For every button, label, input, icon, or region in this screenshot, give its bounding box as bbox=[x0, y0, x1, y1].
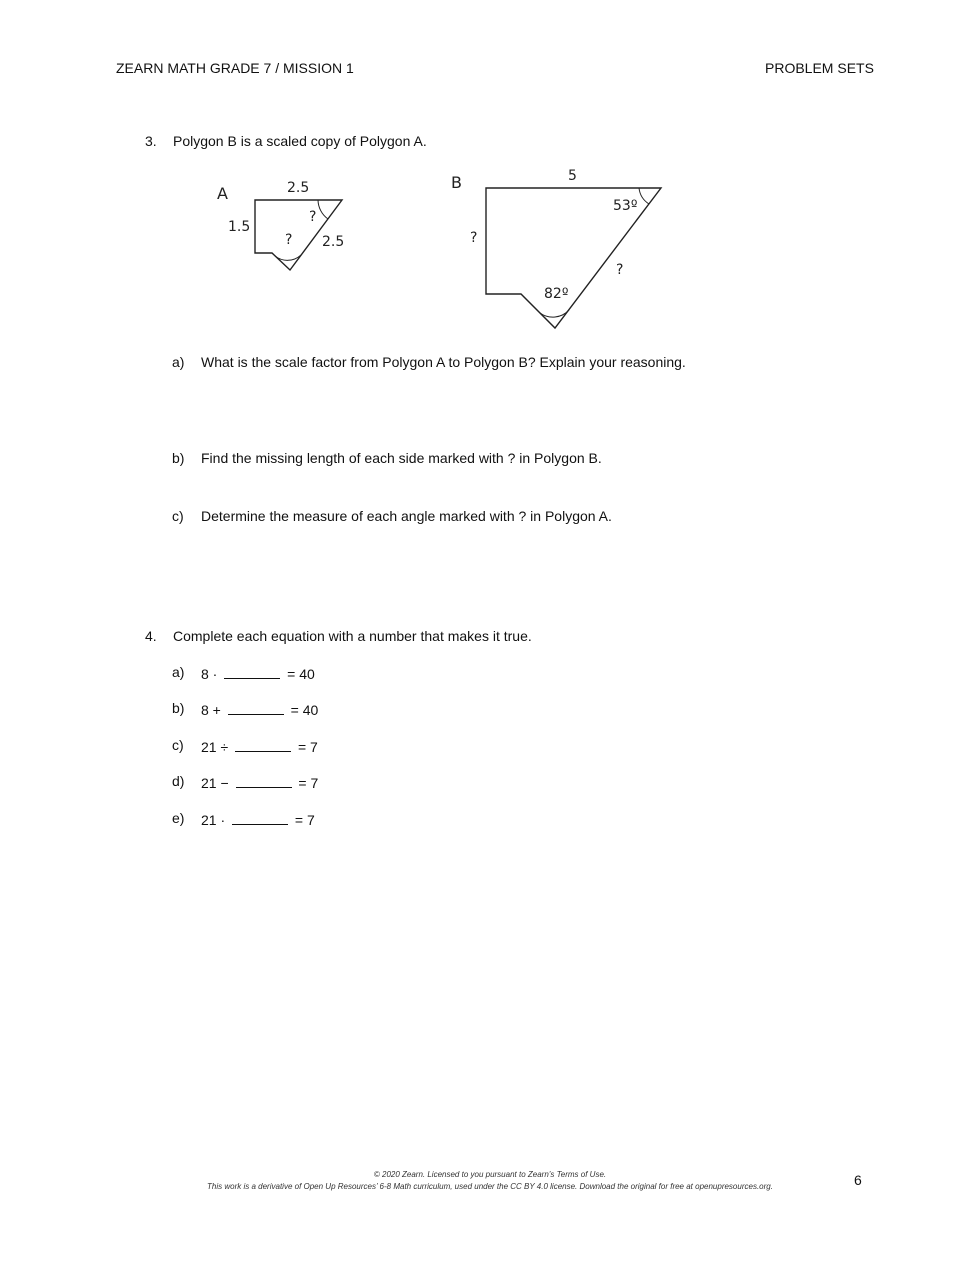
header-section: PROBLEM SETS bbox=[765, 60, 874, 76]
footer-license: © 2020 Zearn. Licensed to you pursuant to Zearn’s Terms of Use. bbox=[373, 1170, 607, 1179]
problem-3c-letter: c) bbox=[172, 508, 184, 524]
problem-4a-letter: a) bbox=[172, 664, 185, 680]
polygon-a-angle-bottom: ? bbox=[285, 232, 293, 248]
polygon-a-left-length: 1.5 bbox=[228, 219, 251, 235]
polygon-b-slant-length: ? bbox=[616, 262, 624, 278]
equation-d-right: = 7 bbox=[298, 775, 319, 791]
problem-3c-text: Determine the measure of each angle marked with ? in Polygon A. bbox=[201, 508, 612, 524]
problem-4e-letter: e) bbox=[172, 810, 185, 826]
equation-b bbox=[201, 700, 318, 718]
equation-c-right: = 7 bbox=[297, 739, 318, 755]
equation-b-right: = 40 bbox=[290, 702, 319, 718]
polygon-a-angle-top: ? bbox=[309, 209, 317, 225]
problem-4-number: 4. bbox=[145, 628, 157, 644]
problem-3-number: 3. bbox=[145, 133, 157, 149]
equation-c-answer-blank[interactable] bbox=[235, 737, 291, 752]
equation-e-right: = 7 bbox=[294, 812, 315, 828]
equation-e-left: 21 · bbox=[201, 812, 226, 828]
equation-b-left: 8 + bbox=[201, 702, 221, 718]
problem-3-prompt: Polygon B is a scaled copy of Polygon A. bbox=[173, 133, 427, 149]
polygon-a bbox=[217, 180, 344, 270]
polygon-b-angle-top-arc bbox=[639, 188, 649, 204]
equation-a-right: = 40 bbox=[287, 666, 315, 682]
problem-3b-letter: b) bbox=[172, 450, 185, 466]
polygon-b-left-length: ? bbox=[470, 230, 478, 246]
equation-d bbox=[201, 773, 318, 791]
polygon-b-angle-bottom: 82º bbox=[544, 286, 569, 302]
equation-a-left: 8 · bbox=[201, 666, 218, 682]
polygon-b-angle-top: 53º bbox=[613, 198, 638, 214]
polygon-a-name: A bbox=[217, 184, 228, 203]
problem-4d-letter: d) bbox=[172, 773, 185, 789]
footer-attribution: This work is a derivative of Open Up Resources’ 6-8 Math curriculum, used under the CC BY 4.0 license. Download the original for free at openupresources.org. bbox=[207, 1182, 773, 1191]
polygon-b bbox=[451, 168, 661, 328]
equation-c bbox=[201, 737, 318, 755]
polygon-b-name: B bbox=[451, 173, 462, 192]
polygon-a-angle-top-arc bbox=[318, 200, 328, 219]
header-title: ZEARN MATH GRADE 7 / MISSION 1 bbox=[116, 60, 354, 76]
equation-a bbox=[201, 664, 315, 682]
equation-d-answer-blank[interactable] bbox=[236, 773, 292, 788]
problem-4b-letter: b) bbox=[172, 700, 185, 716]
equation-a-answer-blank[interactable] bbox=[224, 664, 280, 679]
problem-3a-letter: a) bbox=[172, 354, 185, 370]
problem-4-prompt: Complete each equation with a number that makes it true. bbox=[173, 628, 532, 644]
equation-c-left: 21 ÷ bbox=[201, 739, 229, 755]
equation-b-answer-blank[interactable] bbox=[228, 700, 284, 715]
polygon-figures bbox=[200, 160, 680, 340]
equation-d-left: 21 − bbox=[201, 775, 229, 791]
problem-4c-letter: c) bbox=[172, 737, 184, 753]
polygon-a-top-length: 2.5 bbox=[287, 180, 310, 196]
equation-e-answer-blank[interactable] bbox=[232, 810, 288, 825]
page-number: 6 bbox=[854, 1172, 862, 1188]
problem-3a-text: What is the scale factor from Polygon A to Polygon B? Explain your reasoning. bbox=[201, 354, 686, 370]
problem-3b-text: Find the missing length of each side marked with ? in Polygon B. bbox=[201, 450, 602, 466]
equation-e bbox=[201, 810, 315, 828]
polygon-a-slant-length: 2.5 bbox=[322, 234, 345, 250]
polygon-b-top-length: 5 bbox=[568, 168, 577, 184]
